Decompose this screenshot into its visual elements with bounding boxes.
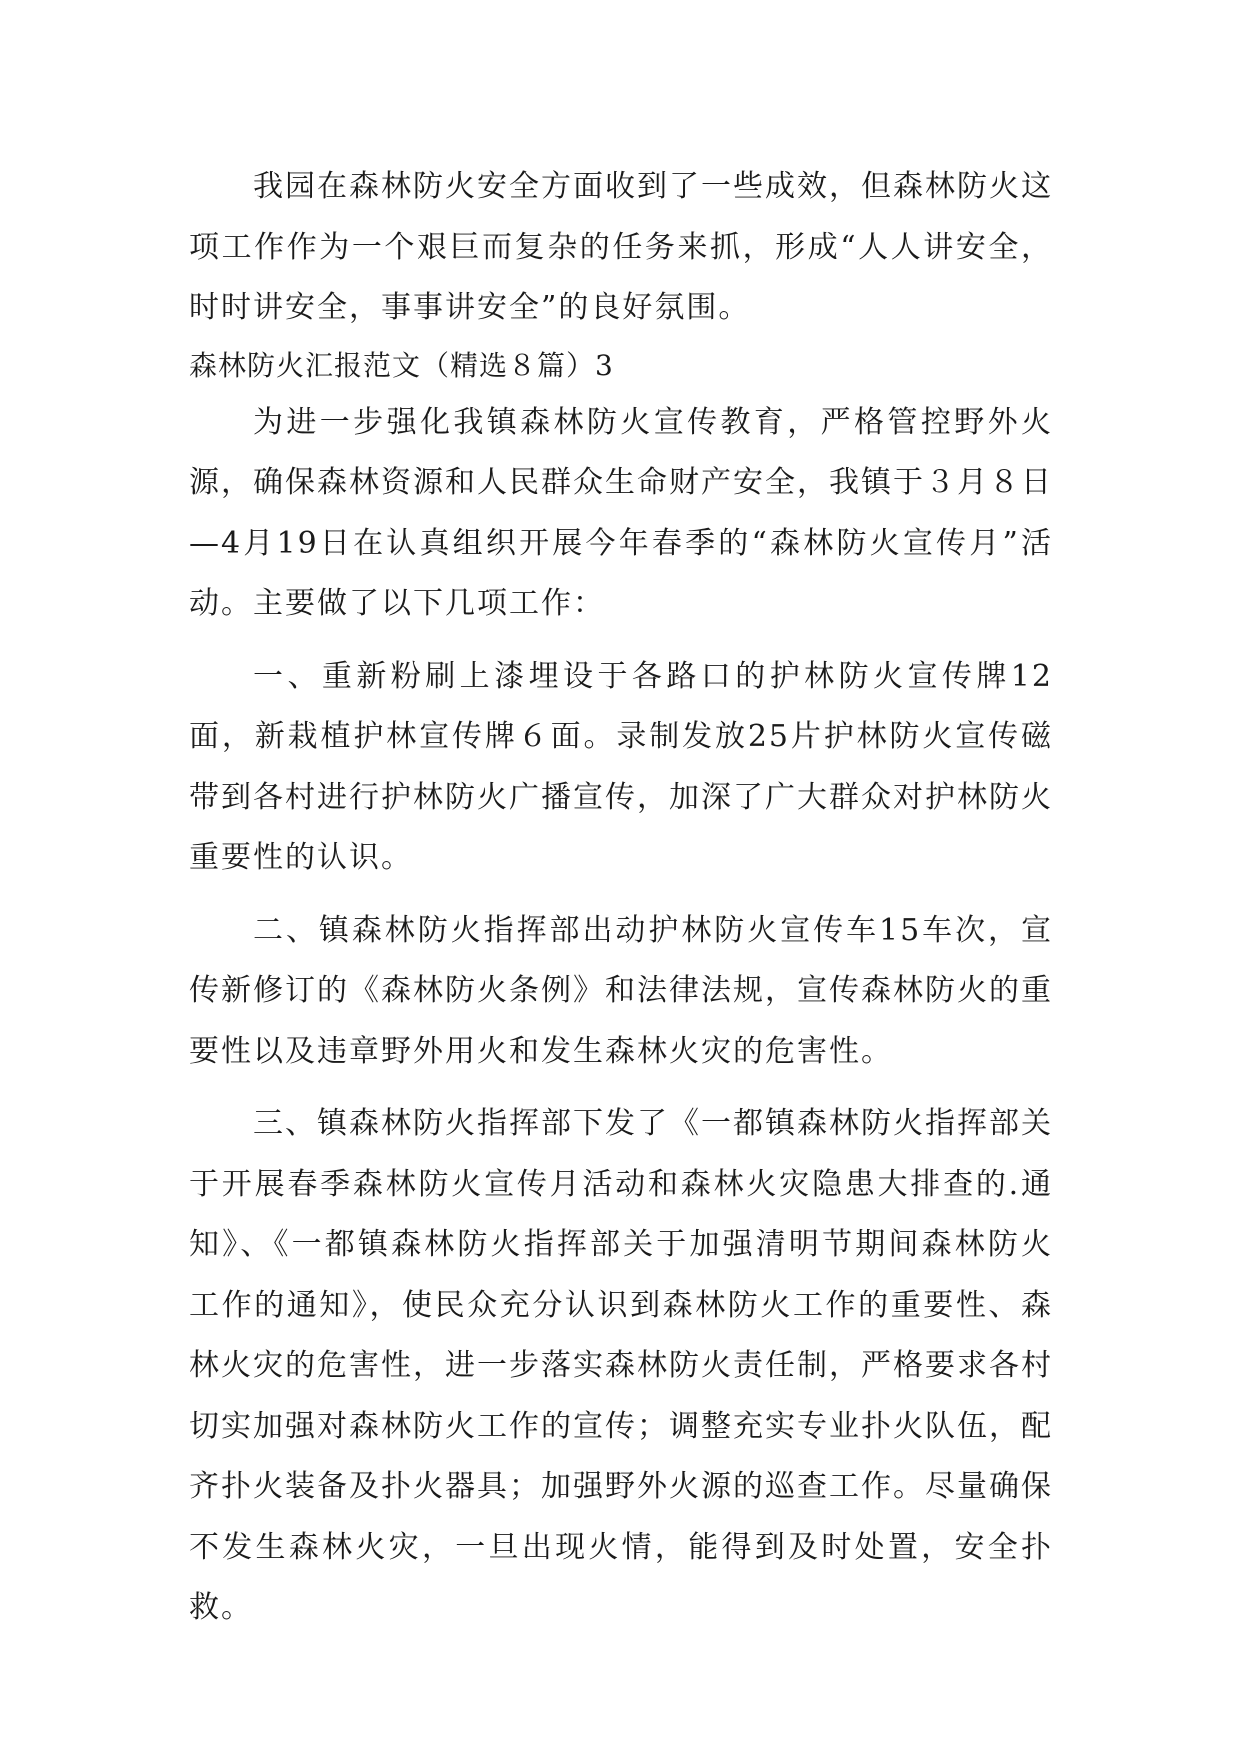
section-title: 森林防火汇报范文（精选８篇）3 [189, 348, 614, 382]
paragraph-intro: 为进一步强化我镇森林防火宣传教育，严格管控野外火源，确保森林资源和人民群众生命财产安全，我镇于３月８日—4月19日在认真组织开展今年春季的“森林防火宣传月”活动。主要做了以下几项工作： [189, 404, 1053, 621]
paragraph-item-1: 一、重新粉刷上漆埋设于各路口的护林防火宣传牌12面，新栽植护林宣传牌６面。录制发放25片护林防火宣传磁带到各村进行护林防火广播宣传，加深了广大群众对护林防火重要性的认识。 [189, 658, 1053, 875]
paragraph-achievements: 我园在森林防火安全方面收到了一些成效，但森林防火这项工作作为一个艰巨而复杂的任务来抓，形成“人人讲安全，时时讲安全，事事讲安全”的良好氛围。 [189, 169, 1053, 325]
document-body [189, 157, 1053, 1639]
paragraph-item-2: 二、镇森林防火指挥部出动护林防火宣传车15车次，宣传新修订的《森林防火条例》和法律法规，宣传森林防火的重要性以及违章野外用火和发生森林火灾的危害性。 [189, 912, 1053, 1069]
paragraph-item-3: 三、镇森林防火指挥部下发了《一都镇森林防火指挥部关于开展春季森林防火宣传月活动和森林火灾隐患大排查的.通知》、《一都镇森林防火指挥部关于加强清明节期间森林防火工作的通知》，使民众充分认识到森林防火工作的重要性、森林火灾的危害性，进一步落实森林防火责任制，严格要求各村切实加强对森林防火工作的宣传；调整充实专业扑火队伍，配齐扑火装备及扑火器具；加强野外火源的巡查工作。尽量确保不发生森林火灾，一旦出现火情，能得到及时处置，安全扑救。 [189, 1106, 1053, 1625]
